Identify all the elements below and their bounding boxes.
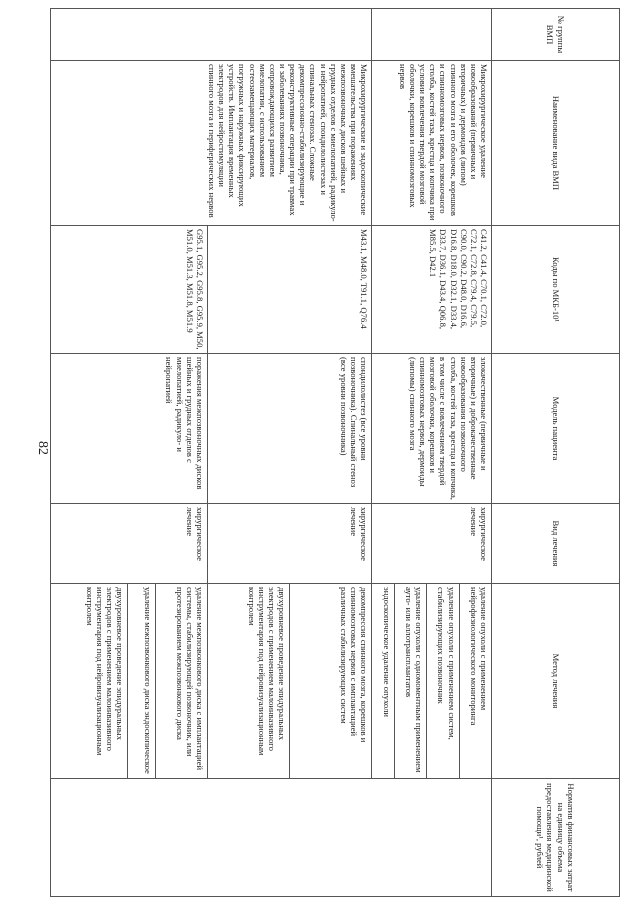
header-num: № группы ВМП: [492, 9, 620, 61]
table-row: [290, 9, 372, 897]
row2b-method-2: удаление межпозвонкового диска эндоскопическое: [128, 584, 155, 779]
cost-cell: [51, 779, 492, 897]
row2a-method-1: декомпрессия спинного мозга, корешков и спинномозговых нервов с имплантацией различных стабилизирующих систем: [290, 584, 372, 779]
vmp-table: [50, 8, 620, 897]
row2a-type: хирургическое лечение: [207, 504, 371, 584]
rotated-table-container: [50, 8, 620, 896]
row1-type: хирургическое лечение: [372, 504, 492, 584]
row1-method-3: удаление опухоли с одномоментным применением ауто- или аллотрансплантатов: [394, 584, 426, 779]
row2b-method-3: двухуровневое проведение эпидуральных электродов с применением малоинвазивного инструментария под нейровизуализационным контролем: [51, 584, 128, 779]
header-row: [492, 9, 620, 897]
row1-method-2: удаление опухоли с применением систем, стабилизирующих позвоночник: [427, 584, 459, 779]
page-number: 82: [35, 441, 50, 455]
table-row: [459, 9, 491, 897]
header-codes: Коды по МКБ-10¹: [492, 226, 620, 354]
row2a-model: спондилолистез (все уровни позвоночника). Спинальный стеноз (все уровни позвоночника): [207, 354, 371, 504]
row2-num: [51, 9, 372, 61]
header-method: Метод лечения: [492, 584, 620, 779]
row1-method-1: удаление опухоли с применением нейрофизиологического мониторинга: [459, 584, 491, 779]
row2a-codes: M43.1, M48.0, T91.1, Q76.4: [207, 226, 371, 354]
row2b-codes: G95.1, G95.2, G95.8, G95.9, M50, M51.0, M51.3, M51.8, M51.9: [51, 226, 208, 354]
header-cost: Норматив финансовых затрат на единицу объема предоставления медицинской помощи¹, рублей: [492, 779, 620, 897]
header-model: Модель пациента: [492, 354, 620, 504]
header-type: Вид лечения: [492, 504, 620, 584]
row1-num: [372, 9, 492, 61]
header-name: Наименование вида ВМП: [492, 61, 620, 226]
row2-name: Микрохирургические и эндоскопические вмешательства при поражениях межпозвоночных дисков шейных и грудных отделов с миелопатией, радикуло- и нейропатией, спондилолистезах и спинальных стенозах. Сложные декомпрессионно-стабилизирующие и реконструктивные операции при травмах и заболеваниях позвоночника, сопровождающихся развитием миелопатии, с использованием остеозамещающих материалов, погружных и наружных фиксирующих устройств. Имплантация временных электродов для нейростимуляции спинного мозга и периферических нервов: [51, 61, 372, 226]
row1-name: Микрохирургическое удаление новообразований (первичных и вторичных) и дермоидов (липом) спинного мозга и его оболочек, корешков и спинномозговых нервов, позвоночного столба, костей таза, крестца и копчика при условии вовлечения твердой мозговой оболочки, корешков и спинномозговых нервов: [372, 61, 492, 226]
row2b-method-1: удаление межпозвонкового диска с имплантацией системы, стабилизирующей позвоночник, или протезированием межпозвонкового диска: [155, 584, 207, 779]
row1-codes: C41.2, C41.4, C70.1, C72.0, C72.1, C72.8, C79.4, C79.5, C90.0, C90.2, D48.0, D16.6, D16.8, D18.0, D32.1, D33.4, D33.7, D36.1, D43.4, Q06.8, M85.5, D42.1: [372, 226, 492, 354]
row2b-model: поражения межпозвоночных дисков шейных и грудных отделов с миелопатией, радикуло- и нейропатией: [51, 354, 208, 504]
row2b-type: хирургическое лечение: [51, 504, 208, 584]
row1-method-4: эндоскопическое удаление опухоли: [372, 584, 395, 779]
row2a-method-2: двухуровневое проведение эпидуральных электродов с применением малоинвазивного инструментария под нейровизуализационным контролем: [207, 584, 289, 779]
row1-model: злокачественные (первичные и вторичные) и доброкачественные новообразования позвоночного столба, костей таза, крестца и копчика, в том числе с вовлечением твердой мозговой оболочки, корешков и спинномозговых нервов, дермоиды (липомы) спинного мозга: [372, 354, 492, 504]
